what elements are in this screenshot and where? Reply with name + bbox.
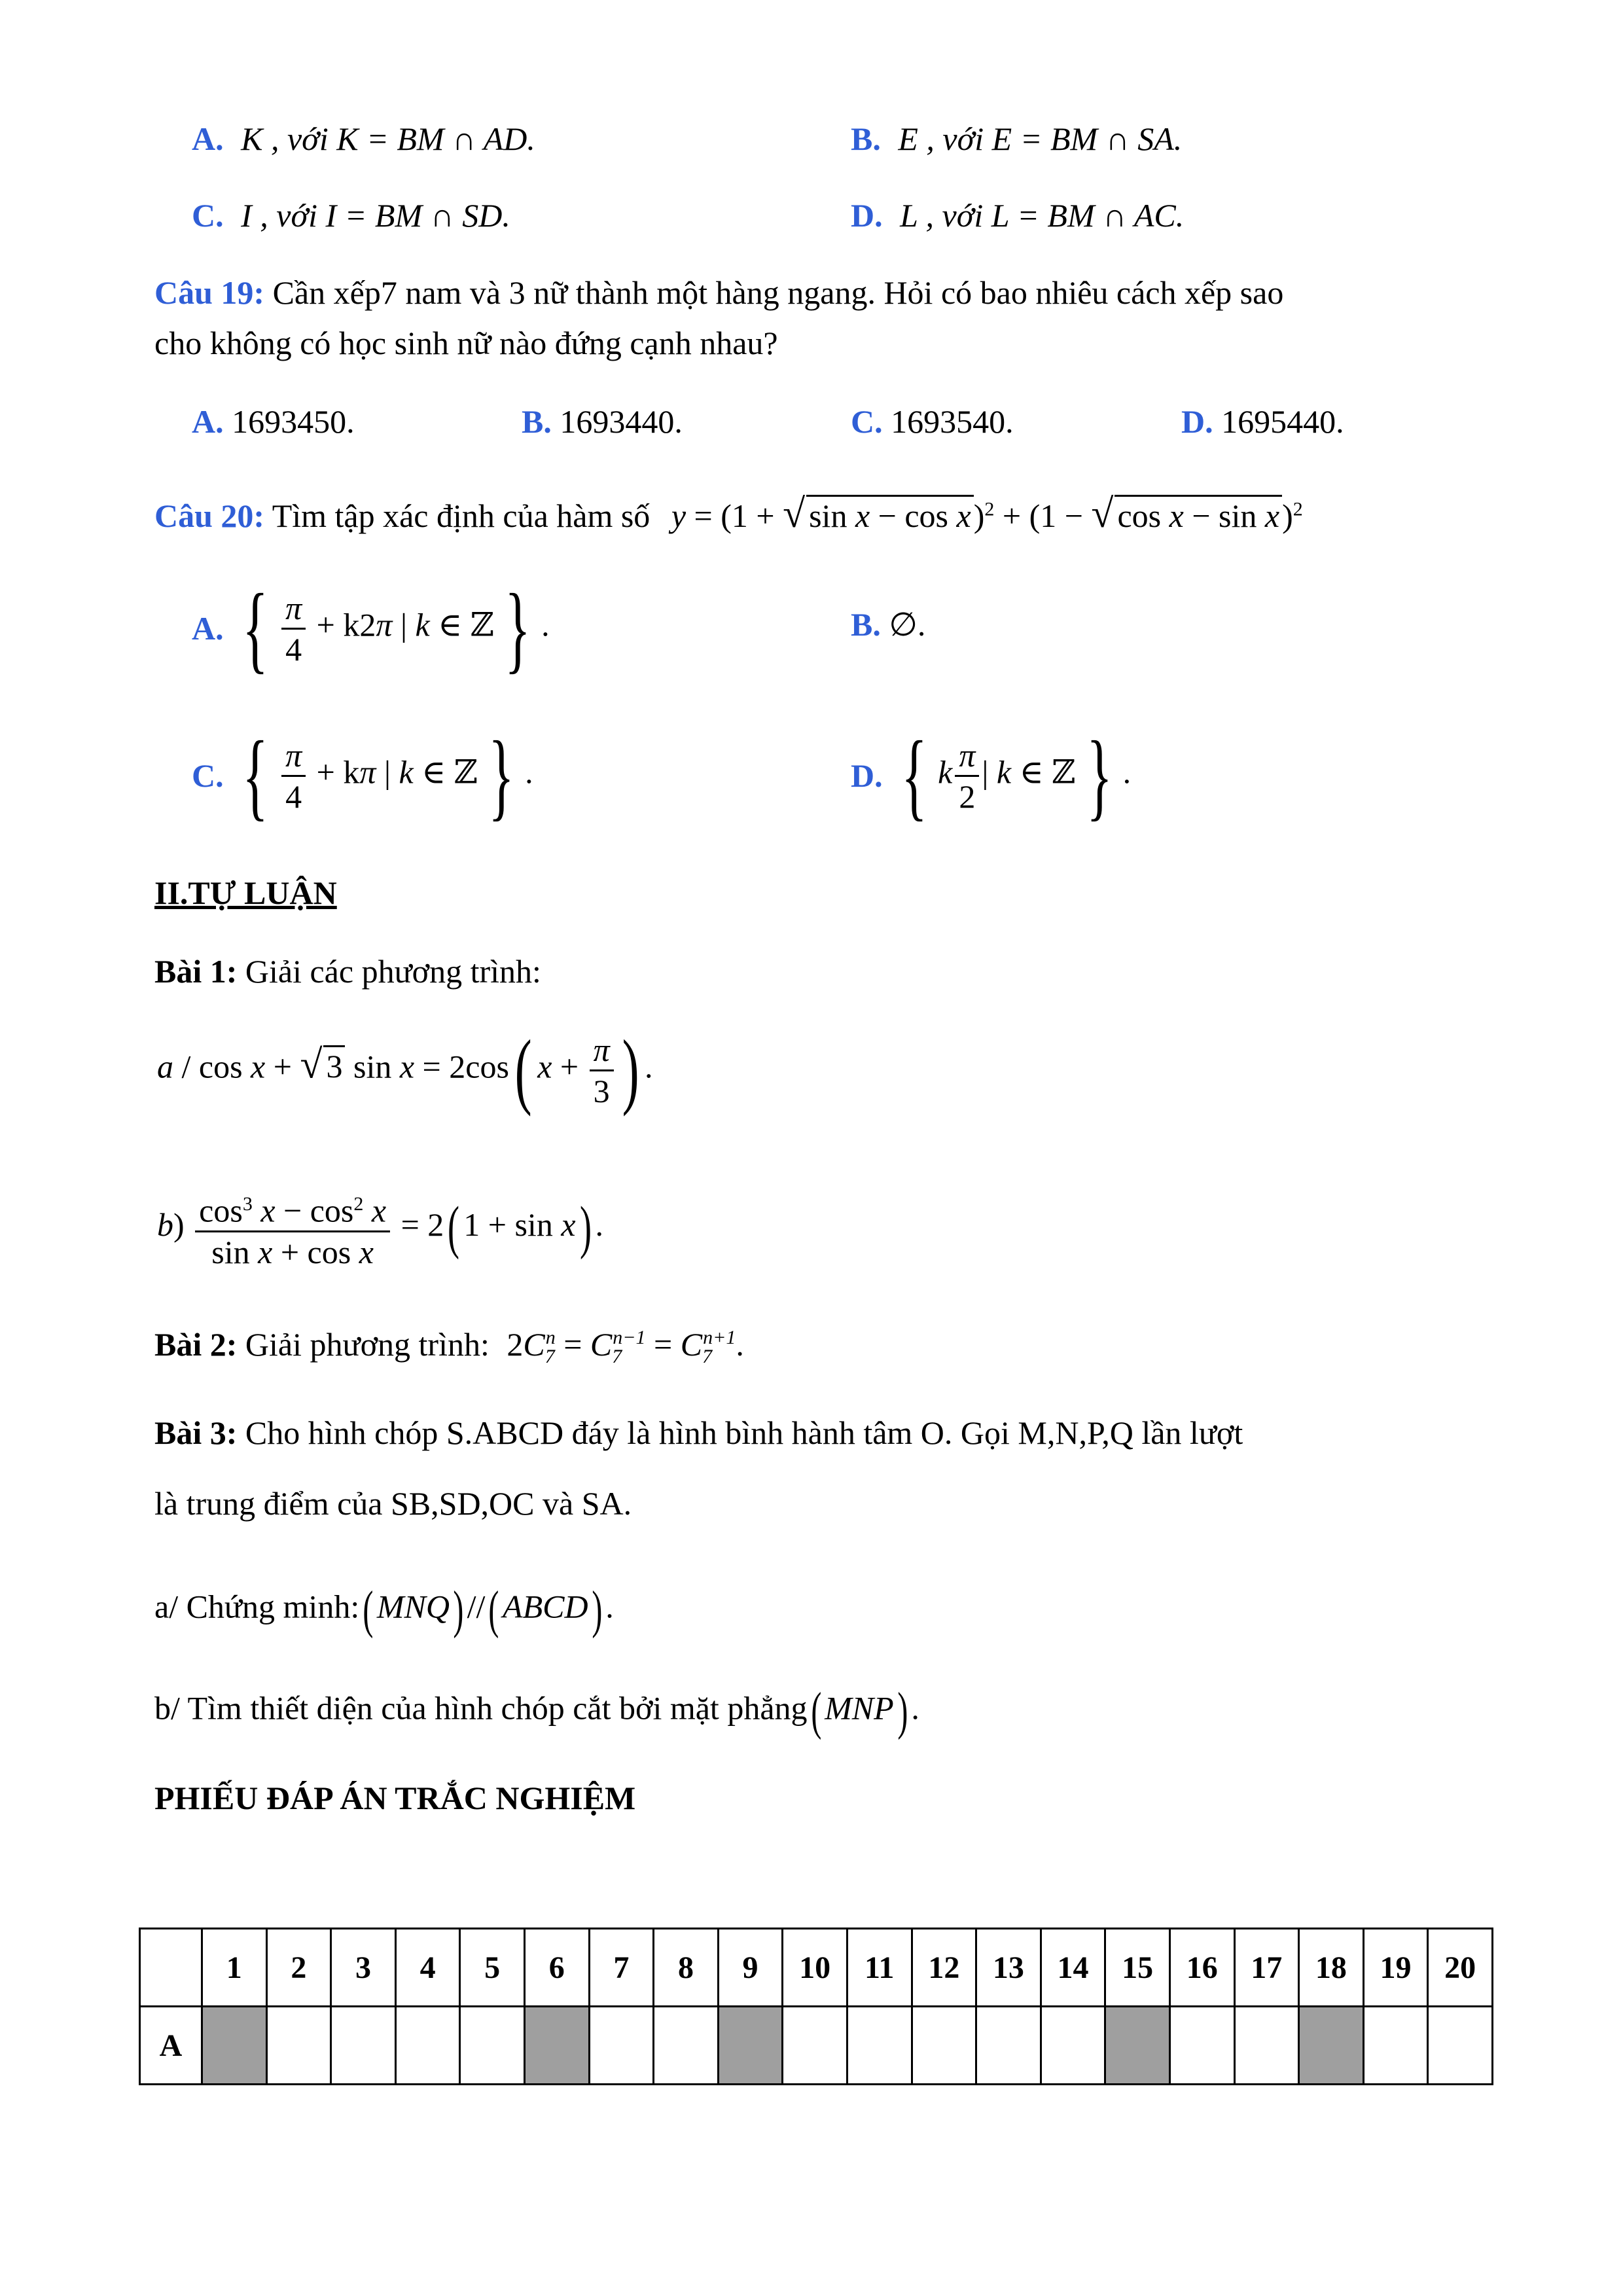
bai3-text-line1: Cho hình chóp S.ABCD đáy là hình bình hành tâm O. Gọi M,N,P,Q lần lượt (245, 1414, 1243, 1451)
q20-stem (154, 491, 1303, 537)
q19-stem-line2: cho không có học sinh nữ nào đứng cạnh nhau? (154, 325, 778, 361)
answer-column-header: 11 (847, 1929, 912, 2007)
q19-option-b-label: B. (522, 403, 552, 440)
answer-cell[interactable] (1428, 2007, 1493, 2085)
q18-option-d-label: D. (851, 197, 883, 234)
bai2-label: Bài 2: (154, 1326, 238, 1363)
answer-cell[interactable] (1105, 2007, 1170, 2085)
q20-formula: y = (1 + √ sin x − cos x)$^2$ + (1 − √ cos x − sin x)$^2$ (671, 492, 1303, 536)
answer-cell[interactable] (1041, 2007, 1105, 2085)
bai3-line1 (154, 1414, 1243, 1452)
q18-option-a-text: K , với K = BM ∩ AD. (241, 120, 535, 157)
answer-column-header: 6 (524, 1929, 589, 2007)
q19-option-a-value: 1693450. (232, 403, 355, 440)
answer-column-header: 10 (783, 1929, 847, 2007)
answer-column-header: 5 (460, 1929, 525, 2007)
q19-option-b (522, 403, 683, 440)
bai1 (154, 952, 541, 990)
essay-heading: II.TỰ LUẬN (154, 874, 337, 911)
q18-option-d (851, 196, 1184, 234)
q18-option-a-label: A. (192, 120, 224, 157)
bai3-part-a: a/ Chứng minh:( MNQ) //( ABCD) . (154, 1581, 614, 1639)
q19-option-d-label: D. (1181, 403, 1213, 440)
q19-option-d-value: 1695440. (1221, 403, 1344, 440)
bai3-part-b: b/ Tìm thiết diện của hình chóp cắt bởi mặt phẳng( MNP) . (154, 1683, 919, 1740)
bai1-equation-b: b) $\frac{\cos^3 x - \cos^2 x}{\text{sin x + cos x}}$ = 2( 1 + sin x) . (157, 1185, 603, 1272)
bai2-formula: $2C_7^n = C_7^{n-1} = C_7^{n+1}$. (507, 1326, 744, 1367)
q20-option-a-label: A. (192, 610, 224, 647)
answer-column-header: 4 (395, 1929, 460, 2007)
q20-text: Tìm tập xác định của hàm số (272, 497, 651, 534)
q20-option-d-label: D. (851, 757, 883, 794)
q19-stem-line1 (154, 274, 1283, 312)
q19-label: Câu 19: (154, 274, 265, 311)
bai3-part-b-text: b/ Tìm thiết diện của hình chóp cắt bởi mặt phẳng (154, 1689, 808, 1727)
answer-table (139, 1928, 1493, 2085)
answer-column-header: 20 (1428, 1929, 1493, 2007)
answer-cell[interactable] (1169, 2007, 1234, 2085)
answer-column-header: 2 (266, 1929, 331, 2007)
answer-sheet-title: PHIẾU ĐÁP ÁN TRẮC NGHIỆM (154, 1780, 636, 1816)
q20-option-a (192, 574, 550, 683)
q20-option-b-label: B. (851, 606, 881, 643)
answer-cell[interactable] (524, 2007, 589, 2085)
q19-option-c (851, 403, 1014, 440)
answer-cell[interactable] (202, 2007, 267, 2085)
q19-option-b-value: 1693440. (560, 403, 683, 440)
bai2-text: Giải phương trình: (245, 1326, 490, 1363)
answer-column-header: 16 (1169, 1929, 1234, 2007)
answer-column-header: 18 (1299, 1929, 1364, 2007)
bai3-label: Bài 3: (154, 1414, 238, 1451)
answer-row-label: A (140, 2007, 202, 2085)
answer-cell[interactable] (1363, 2007, 1428, 2085)
q19-option-c-label: C. (851, 403, 883, 440)
answer-column-header: 8 (654, 1929, 719, 2007)
answer-column-header: 17 (1234, 1929, 1299, 2007)
q18-option-d-text: L , với L = BM ∩ AC. (900, 197, 1185, 234)
answer-cell[interactable] (718, 2007, 783, 2085)
answer-corner-cell (140, 1929, 202, 2007)
q20-option-d (851, 721, 1132, 830)
answer-column-header: 19 (1363, 1929, 1428, 2007)
q20-option-a-formula: { $\frac{\pi}{4}$ + k2π | k ∈ ℤ } . (242, 574, 550, 683)
q20-option-b (851, 605, 925, 643)
answer-cell[interactable] (912, 2007, 976, 2085)
answer-column-header: 14 (1041, 1929, 1105, 2007)
answer-cell[interactable] (654, 2007, 719, 2085)
q18-option-c-text: I , với I = BM ∩ SD. (241, 197, 510, 234)
answer-column-header: 15 (1105, 1929, 1170, 2007)
answer-column-header: 12 (912, 1929, 976, 2007)
q20-option-c-formula: { $\frac{\pi}{4}$ + kπ | k ∈ ℤ } . (242, 721, 533, 830)
answer-cell[interactable] (589, 2007, 654, 2085)
answer-header-row (140, 1929, 1493, 2007)
answer-cell[interactable] (266, 2007, 331, 2085)
q20-label: Câu 20: (154, 497, 265, 534)
answer-cell[interactable] (783, 2007, 847, 2085)
answer-cell[interactable] (847, 2007, 912, 2085)
answer-column-header: 1 (202, 1929, 267, 2007)
bai1-text: Giải các phương trình: (245, 953, 541, 990)
answer-column-header: 3 (331, 1929, 396, 2007)
q18-option-b (851, 120, 1182, 158)
q18-option-a (192, 120, 535, 158)
q19-option-c-value: 1693540. (891, 403, 1014, 440)
bai1-equation-a: a / cos x + √ 3 sin x = 2cos( x + $\frac{\pi}{3}$ ) . (157, 1023, 653, 1117)
answer-cell[interactable] (395, 2007, 460, 2085)
answer-cell[interactable] (331, 2007, 396, 2085)
q20-option-b-text: ∅. (889, 606, 926, 643)
answer-cell[interactable] (1234, 2007, 1299, 2085)
q18-option-c-label: C. (192, 197, 224, 234)
answer-cell[interactable] (460, 2007, 525, 2085)
q20-option-d-formula: { k $\frac{\pi}{2}$ | k ∈ ℤ } . (901, 721, 1132, 830)
answer-row-a (140, 2007, 1493, 2085)
q19-option-a-label: A. (192, 403, 224, 440)
answer-column-header: 13 (976, 1929, 1041, 2007)
q18-option-c (192, 196, 510, 234)
bai3-line2: là trung điểm của SB,SD,OC và SA. (154, 1485, 632, 1522)
q18-option-b-text: E , với E = BM ∩ SA. (898, 120, 1183, 157)
q19-text-line1: Cần xếp7 nam và 3 nữ thành một hàng ngang. Hỏi có bao nhiêu cách xếp sao (272, 274, 1284, 311)
bai2 (154, 1325, 744, 1368)
answer-cell[interactable] (976, 2007, 1041, 2085)
bai3-part-a-text: a/ Chứng minh: (154, 1588, 360, 1625)
bai1-label: Bài 1: (154, 953, 238, 990)
answer-cell[interactable] (1299, 2007, 1364, 2085)
answer-column-header: 7 (589, 1929, 654, 2007)
q19-option-d (1181, 403, 1344, 440)
q18-option-b-label: B. (851, 120, 881, 157)
q20-option-c (192, 721, 533, 830)
q20-option-c-label: C. (192, 757, 224, 794)
answer-column-header: 9 (718, 1929, 783, 2007)
q19-option-a (192, 403, 355, 440)
